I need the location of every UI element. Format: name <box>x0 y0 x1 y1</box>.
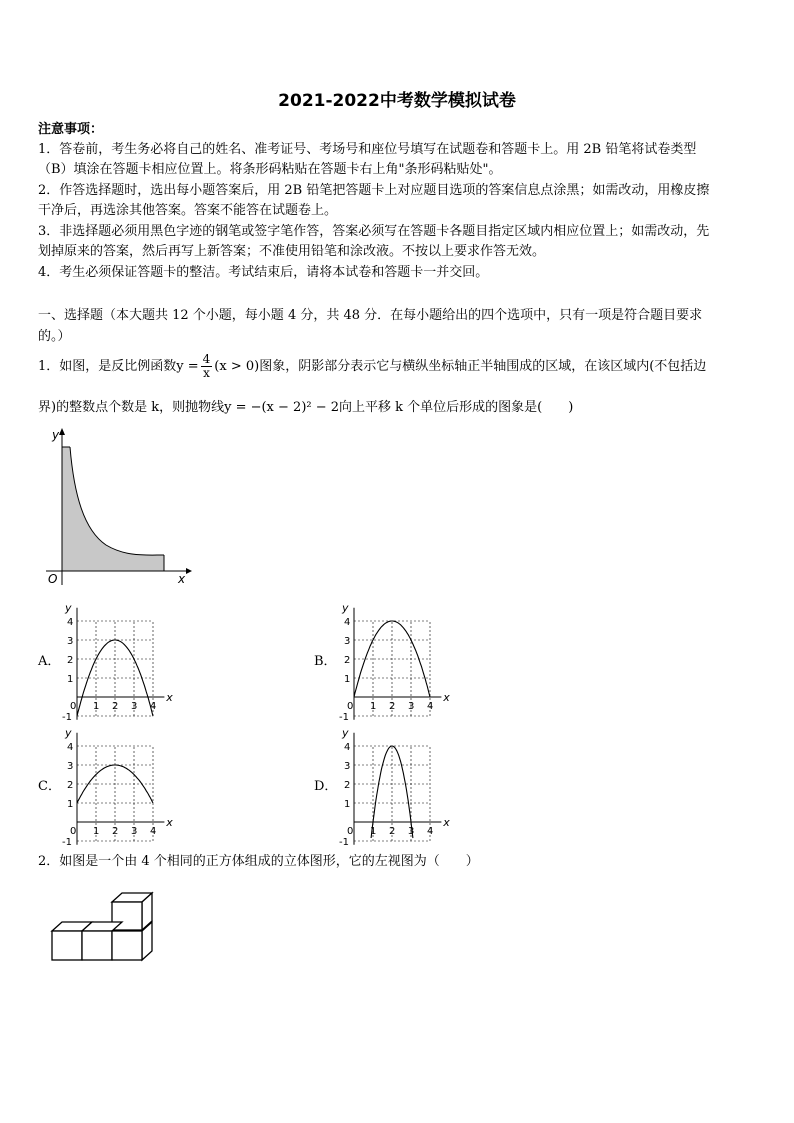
notice-line: 干净后，再选涂其他答案。答案不能答在试题卷上。 <box>38 203 338 218</box>
notice-line: 划掉原来的答案，然后再写上新答案；不准使用铅笔和涂改液。不按以上要求作答无效。 <box>38 244 546 259</box>
x-tick-label: 2 <box>112 701 119 712</box>
q1-figure <box>36 425 196 587</box>
q2-cube-figure <box>46 890 166 970</box>
y-axis-label: y <box>342 601 349 615</box>
y-tick-label: 3 <box>344 636 351 647</box>
x-tick-label: 2 <box>389 701 396 712</box>
x-tick-label: 2 <box>389 826 396 837</box>
y-tick-label: 2 <box>344 780 351 791</box>
y-axis-label: y <box>65 601 72 615</box>
x-tick-label: 1 <box>93 826 100 837</box>
y-tick-label: 2 <box>344 655 351 666</box>
y-tick-label: -1 <box>62 837 72 845</box>
y-tick-label: 1 <box>344 674 351 685</box>
y-tick-label: 2 <box>67 655 74 666</box>
y-tick-label: 4 <box>67 742 74 753</box>
question-1-line-1: 1．如图，是反比例函数y = $\frac{4}{x}$ (x > 0)图象，阴影部分表示它与横纵坐标轴正半轴围成的区域，在该区域内(不包括边 <box>38 352 707 380</box>
notice-line: 3．非选择题必须用黑色字迹的钢笔或签字笔作答，答案必须写在答题卡各题目指定区域内相应位置上；如需改动，先 <box>38 224 710 239</box>
x-tick-label: 1 <box>370 826 377 837</box>
origin-label: O <box>48 572 58 586</box>
x-axis-label: x <box>443 816 450 829</box>
y-axis-label: y <box>342 726 349 740</box>
y-tick-label: -1 <box>62 712 72 720</box>
notice-line: （B）填涂在答题卡相应位置上。将条形码粘贴在答题卡右上角"条形码粘贴处"。 <box>38 162 502 177</box>
x-tick-label: 4 <box>150 826 157 837</box>
x-tick-label: 3 <box>131 701 138 712</box>
x-tick-label: 1 <box>370 701 377 712</box>
x-tick-label: 4 <box>427 701 434 712</box>
notice-heading: 注意事项： <box>38 122 104 137</box>
fraction: $\frac{4}{x}$ <box>202 352 211 380</box>
option-b-label[interactable]: B． <box>314 654 337 669</box>
notice-line: 1．答卷前，考生务必将自己的姓名、准考证号、考场号和座位号填写在试题卷和答题卡上。用 2B 铅笔将试卷类型 <box>38 142 697 157</box>
option-b-graph[interactable] <box>332 595 457 720</box>
x-axis-label: x <box>166 816 173 829</box>
x-tick-label: 3 <box>408 701 415 712</box>
y-tick-label: -1 <box>339 837 349 845</box>
question-1-line-2: 界)的整数点个数是 k，则抛物线y = −(x − 2)² − 2向上平移 k 个单位后形成的图象是( ) <box>38 400 574 415</box>
y-tick-label: 4 <box>67 617 74 628</box>
y-tick-label: 3 <box>67 761 74 772</box>
option-d-label[interactable]: D． <box>314 779 338 794</box>
x-tick-label: 3 <box>131 826 138 837</box>
y-tick-label: 4 <box>344 617 351 628</box>
y-tick-label: 3 <box>344 761 351 772</box>
x-tick-label: 3 <box>408 826 415 837</box>
x-tick-label: 2 <box>112 826 119 837</box>
shaded-region <box>62 447 164 571</box>
x-tick-label: 4 <box>427 826 434 837</box>
y-tick-label: 1 <box>67 674 74 685</box>
option-a-label[interactable]: A． <box>38 654 61 669</box>
page-title: 2021-2022中考数学模拟试卷 <box>278 91 516 111</box>
y-axis-label: y <box>65 726 72 740</box>
y-tick-label: 1 <box>344 799 351 810</box>
x-tick-label: 0 <box>70 701 77 712</box>
x-axis-label: x <box>443 691 450 704</box>
section-heading-cont: 的。） <box>38 329 71 344</box>
notice-line: 4．考生必须保证答题卡的整洁。考试结束后，请将本试卷和答题卡一并交回。 <box>38 265 489 280</box>
y-tick-label: 3 <box>67 636 74 647</box>
option-d-graph[interactable] <box>332 720 457 845</box>
y-tick-label: 2 <box>67 780 74 791</box>
y-axis-label: y <box>52 428 60 442</box>
x-axis-label: x <box>178 572 186 586</box>
section-heading: 一、选择题（本大题共 12 个小题，每小题 4 分，共 48 分．在每小题给出的四个选项中，只有一项是符合题目要求 <box>38 308 703 323</box>
x-tick-label: 1 <box>93 701 100 712</box>
y-tick-label: 1 <box>67 799 74 810</box>
x-tick-label: 4 <box>150 701 157 712</box>
option-a-graph[interactable] <box>55 595 180 720</box>
option-c-graph[interactable] <box>55 720 180 845</box>
notice-line: 2．作答选择题时，选出每小题答案后，用 2B 铅笔把答题卡上对应题目选项的答案信息点涂黑；如需改动，用橡皮擦 <box>38 183 710 198</box>
question-2: 2．如图是一个由 4 个相同的正方体组成的立体图形，它的左视图为（ ） <box>38 854 479 869</box>
option-c-label[interactable]: C． <box>38 779 61 794</box>
y-tick-label: -1 <box>339 712 349 720</box>
x-tick-label: 0 <box>347 701 354 712</box>
y-tick-label: 4 <box>344 742 351 753</box>
x-tick-label: 0 <box>70 826 77 837</box>
x-tick-label: 0 <box>347 826 354 837</box>
x-axis-label: x <box>166 691 173 704</box>
